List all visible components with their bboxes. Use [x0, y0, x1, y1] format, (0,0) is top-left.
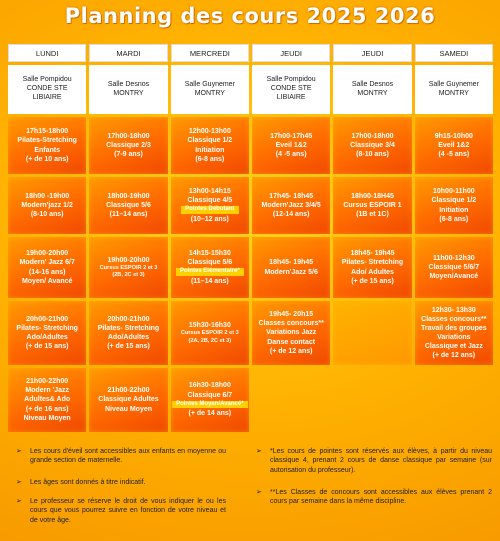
pointes-badge: Pointes Moyen/Avancé* — [172, 401, 247, 409]
slot-line: Modern'jazz 1/2 — [21, 201, 73, 209]
slot-line: Modern 'Jazz — [25, 387, 69, 395]
class-slot — [89, 301, 167, 365]
slot-line: (8-10 ans) — [30, 211, 64, 219]
class-slot — [8, 237, 86, 298]
slot-line: (11–14 ans) — [190, 277, 229, 285]
slot-line: 17h00-18h00 — [107, 132, 150, 140]
class-slot — [333, 177, 411, 234]
slot-line: (6-8 ans) — [195, 155, 225, 163]
slot-line: Classique 1/2 — [431, 197, 477, 205]
class-slot — [171, 301, 249, 365]
slot-line: Classique 4/5 — [187, 197, 233, 205]
slot-line: 17h00-17h45 — [270, 132, 313, 140]
slot-line: Classique 6/7 — [187, 391, 233, 399]
class-slot — [171, 177, 249, 234]
venue-line: MONTRY — [438, 89, 469, 97]
slot-line: 18h00-18H45 — [351, 192, 394, 200]
slot-line: Ado/Adultes — [26, 334, 68, 341]
slot-line: (2A, 2B, 2C et 3) — [188, 337, 232, 344]
slot-line: 21h00-22h00 — [26, 378, 69, 386]
slot-line: Adultes& Ado — [24, 396, 71, 404]
slot-line: (+ de 14 ans) — [188, 410, 232, 418]
slot-line: Classes concours** — [421, 315, 487, 323]
slot-line: Niveau Moyen — [23, 414, 71, 422]
day-header: SAMEDI — [415, 44, 493, 62]
day-header: JEUDI — [333, 44, 411, 62]
venue-cell — [333, 65, 411, 114]
slot-line: (4 -5 ans) — [275, 151, 307, 159]
slot-line: Pilates- Stretching — [16, 324, 78, 332]
class-slot — [8, 301, 86, 365]
slot-line: Classes concours** — [258, 320, 324, 328]
note-pointes: ➢ *Les cours de pointes sont réservés aux élèves, à partir du niveau classique 4, prenant 2 cours de danse classique par semaine (sur autorisation du professeur). — [256, 448, 492, 474]
slot-line: 14h15-15h30 — [188, 249, 231, 257]
note-concours: ➢ **Les Classes de concours sont accessibles aux élèves prenant 2 cours par semaine dans la même discipline. — [256, 489, 492, 506]
slot-line: Niveau Moyen — [104, 405, 153, 413]
arrow-bullet-icon: ➢ — [16, 448, 22, 455]
class-slot — [415, 117, 493, 174]
note-professeur: ➢ Le professeur se réserve le droit de vous indiquer le ou les cours que vous pourrez suivre en fonction de votre niveau et de votre âge. — [16, 498, 226, 524]
class-slot — [8, 177, 86, 234]
class-slot — [171, 237, 249, 298]
slot-line: (11–14 ans) — [109, 211, 148, 219]
slot-line: 18h45- 19h45 — [350, 250, 395, 258]
slot-line: Classique 5/6/7 — [428, 263, 480, 271]
slot-line: 19h00-20h00 — [26, 250, 69, 258]
slot-line: 10h00-11h00 — [433, 188, 475, 196]
day-header: MERCREDI — [171, 44, 249, 62]
slot-line: Ado/Adultes — [107, 334, 150, 341]
slot-line: Classique 3/4 — [350, 141, 395, 149]
slot-line: (14-16 ans) — [28, 268, 66, 276]
slot-line: 12h00-13h00 — [188, 128, 231, 136]
slot-line: Modern'Jazz 3/4/5 — [261, 201, 321, 209]
venue-line: MONTRY — [113, 89, 144, 97]
slot-line: Moyen/ Avancé — [21, 277, 73, 285]
slot-line: Travail des groupes — [420, 324, 487, 332]
slot-line: Classique 5/6 — [106, 201, 151, 209]
venue-line: Salle Desnos — [107, 80, 150, 88]
slot-line: Initiation — [195, 146, 225, 154]
slot-line: Ado/ Adultes — [351, 268, 394, 276]
arrow-bullet-icon: ➢ — [16, 498, 22, 505]
slot-line: 13h00-14h15 — [188, 187, 231, 195]
slot-line: Pilates- Stretching — [97, 324, 160, 332]
slot-line: Eveil 1&2 — [275, 141, 307, 149]
schedule-table — [8, 44, 493, 430]
slot-line: 15h30-16h30 — [188, 322, 231, 330]
slot-line: 17h00-18h00 — [351, 132, 394, 140]
class-slot — [333, 117, 411, 174]
venue-line: Salle Guynemer — [184, 80, 235, 88]
venue-line: CONDE STE — [26, 85, 68, 93]
venue-line: LIBIAIRE — [276, 93, 306, 101]
venue-line: Salle Desnos — [351, 80, 394, 88]
class-slot — [89, 237, 167, 298]
slot-line: Pilates-Stretching — [17, 137, 77, 145]
slot-line: (6-8 ans) — [439, 215, 469, 223]
slot-line: 20h00-21h00 — [26, 315, 69, 323]
class-slot — [8, 117, 86, 174]
slot-line: Cursus ESPOIR 1 — [343, 201, 402, 209]
slot-line: Cursus ESPOIR 2 et 3 — [180, 330, 239, 337]
empty-slot — [333, 301, 411, 365]
venue-cell — [89, 65, 167, 114]
page-title: Planning des cours 2025 2026 — [64, 4, 436, 28]
slot-line: 16h30-18h00 — [188, 382, 231, 390]
venue-line: CONDE STE — [270, 85, 312, 93]
slot-line: 17h15-18h00 — [26, 128, 69, 136]
slot-line: Classique 5/6 — [187, 259, 233, 267]
class-slot — [252, 117, 330, 174]
slot-line: (+ de 16 ans) — [25, 405, 69, 413]
arrow-bullet-icon: ➢ — [256, 448, 262, 455]
slot-line: 18h00 -19h00 — [25, 192, 70, 200]
slot-line: Danse contact — [267, 338, 316, 346]
venue-line: LIBIAIRE — [32, 93, 62, 101]
class-slot — [171, 368, 249, 432]
class-slot — [89, 117, 167, 174]
slot-line: Enfants — [34, 146, 60, 154]
note-ages: ➢ Les âges sont donnés à titre indicatif. — [16, 479, 146, 486]
class-slot — [415, 177, 493, 234]
slot-line: Classique Adultes — [98, 396, 159, 404]
slot-line: (+ de 15 ans) — [25, 343, 69, 351]
slot-line: Variations — [437, 334, 471, 341]
slot-line: 11h00-12h30 — [433, 254, 475, 262]
slot-line: 19h00-20h00 — [107, 256, 150, 264]
slot-line: (+ de 12 ans) — [432, 352, 476, 360]
class-slot — [333, 237, 411, 298]
slot-line: (1B et 1C) — [356, 211, 389, 219]
slot-line: (+ de 15 ans) — [351, 277, 394, 285]
slot-line: 21h00-22h00 — [107, 387, 150, 395]
slot-line: Classique 2/3 — [106, 141, 151, 149]
class-slot — [171, 117, 249, 174]
slot-line: Modern'Jazz 5/6 — [264, 268, 318, 276]
class-slot — [252, 301, 330, 365]
slot-line: (10–12 ans) — [190, 215, 229, 223]
slot-line: Initiation — [439, 206, 469, 214]
venue-line: Salle Guynemer — [428, 80, 479, 88]
pointes-badge: Pointes Débutant — [181, 206, 238, 214]
pointes-badge: Pointes Elémentaire* — [176, 268, 244, 276]
slot-line: 18h45- 19h45 — [269, 259, 314, 267]
slot-line: Cursus ESPOIR 2 et 3 — [99, 264, 158, 271]
arrow-bullet-icon: ➢ — [16, 479, 22, 486]
slot-line: 20h00-21h00 — [107, 315, 150, 323]
slot-line: 17h45- 18h45 — [269, 192, 314, 200]
venue-line: Salle Pompidou — [22, 76, 72, 84]
slot-line: Modern' Jazz 6/7 — [19, 259, 75, 267]
day-header: LUNDI — [8, 44, 86, 62]
arrow-bullet-icon: ➢ — [256, 489, 262, 496]
class-slot — [89, 177, 167, 234]
slot-line: 18h00-19h00 — [107, 192, 150, 200]
slot-line: (2B, 2C et 3) — [112, 272, 145, 279]
venue-line: Salle Pompidou — [266, 76, 316, 84]
slot-line: Moyen/Avancé — [429, 273, 479, 281]
day-header: JEUDI — [252, 44, 330, 62]
slot-line: Classique 1/2 — [187, 137, 233, 145]
slot-line: (12-14 ans) — [272, 211, 310, 219]
class-slot — [8, 368, 86, 432]
venue-cell — [415, 65, 493, 114]
slot-line: Variations Jazz — [266, 329, 317, 337]
class-slot — [89, 368, 167, 432]
venue-cell — [8, 65, 86, 114]
slot-line: (+ de 12 ans) — [269, 347, 313, 355]
venue-line: MONTRY — [357, 89, 388, 97]
slot-line: 19h45- 20h15 — [269, 311, 314, 319]
class-slot — [415, 237, 493, 298]
class-slot — [252, 177, 330, 234]
class-slot — [252, 237, 330, 298]
slot-line: (+ de 15 ans) — [107, 343, 150, 351]
class-slot — [415, 301, 493, 365]
venue-cell — [171, 65, 249, 114]
slot-line: (4 -5 ans) — [438, 151, 470, 159]
slot-line: (+ de 10 ans) — [25, 155, 69, 163]
slot-line: 9h15-10h00 — [434, 132, 473, 140]
slot-line: (7-9 ans) — [114, 151, 143, 159]
slot-line: 12h30- 13h30 — [431, 306, 476, 314]
slot-line: Classique et Jazz — [424, 343, 483, 351]
notes — [0, 447, 500, 541]
venue-cell — [252, 65, 330, 114]
note-eveil: ➢ Les cours d'éveil sont accessibles aux enfants en moyenne ou grande section de maternelle. — [16, 448, 226, 465]
slot-line: Eveil 1&2 — [438, 141, 470, 149]
slot-line: Pilates- Stretching — [341, 259, 404, 267]
venue-line: MONTRY — [194, 89, 225, 97]
slot-line: (8-10 ans) — [356, 151, 389, 159]
day-header: MARDI — [89, 44, 167, 62]
